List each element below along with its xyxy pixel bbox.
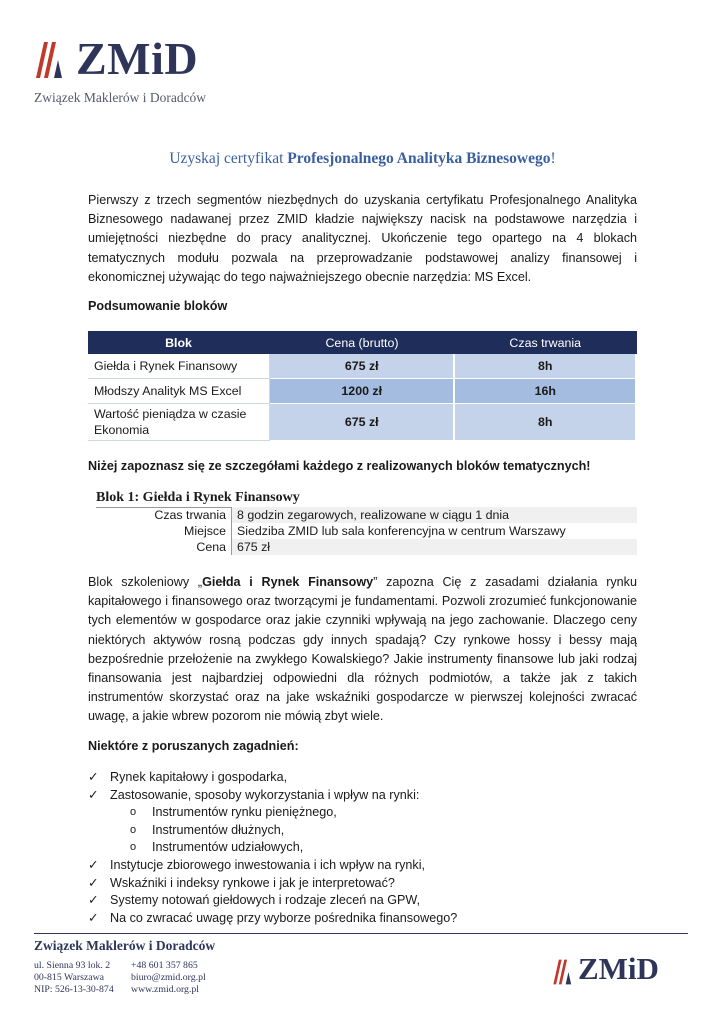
footer-address (34, 960, 114, 996)
block-duration: 8h (454, 404, 636, 441)
checkmark-icon: ✓ (88, 787, 99, 802)
topic-text: Instrumentów rynku pieniężnego, (152, 805, 337, 820)
footer-org-name: Związek Maklerów i Doradców (34, 938, 216, 953)
topic-text: Rynek kapitałowy i gospodarka, (110, 770, 288, 784)
address-line: NIP: 526-13-30-874 (34, 984, 114, 995)
list-item (88, 787, 457, 805)
checkmark-icon: ✓ (88, 770, 99, 784)
headline-highlight: Profesjonalnego Analityka Biznesowego (287, 150, 551, 167)
detail-value: 8 godzin zegarowych, realizowane w ciągu 1 dnia (232, 507, 638, 523)
detail-row (96, 507, 637, 523)
block-price: 675 zł (270, 404, 455, 441)
zmid-logo-mark-icon (552, 958, 578, 986)
list-item (88, 892, 457, 910)
block-name: Wartość pieniądza w czasie Ekonomia (88, 404, 270, 441)
checkmark-icon: ✓ (88, 857, 99, 872)
logo-wordmark: ZMiD (76, 33, 199, 84)
topic-text: Zastosowanie, sposoby wykorzystania i wpływ na rynki: (110, 787, 420, 802)
topics-heading: Niektóre z poruszanych zagadnień: (88, 739, 299, 753)
block-price: 1200 zł (270, 379, 455, 404)
footer-logo-wordmark: ZMiD (578, 951, 659, 986)
detail-key: Miejsce (96, 523, 232, 539)
footer-divider (34, 933, 688, 934)
detail-key: Czas trwania (96, 507, 232, 523)
topic-text: Wskaźniki i indeksy rynkowe i jak je interpretować? (110, 875, 395, 890)
list-item (88, 839, 457, 857)
block-1-details-table (96, 507, 637, 555)
detail-key: Cena (96, 539, 232, 555)
topic-text: Na co zwracać uwagę przy wyborze pośrednika finansowego? (110, 910, 458, 925)
list-item (88, 804, 457, 822)
block-1-title: Blok 1: Giełda i Rynek Finansowy (96, 490, 637, 508)
block-price: 675 zł (270, 354, 455, 379)
detail-row (96, 539, 637, 555)
block-name: Młodszy Analityk MS Excel (88, 379, 270, 404)
details-intro: Niżej zapoznasz się ze szczegółami każdego z realizowanych bloków tematycznych! (88, 459, 591, 473)
headline-prefix: Uzyskaj certyfikat (169, 150, 288, 167)
summary-heading: Podsumowanie bloków (88, 299, 228, 313)
email-link[interactable]: biuro@zmid.org.pl (131, 972, 206, 983)
column-header-blok: Blok (88, 331, 270, 354)
page-headline (0, 150, 725, 168)
detail-value: Siedziba ZMID lub sala konferencyjna w centrum Warszawy (237, 524, 566, 538)
list-item (88, 857, 457, 875)
column-header-duration: Czas trwania (454, 331, 636, 354)
intro-paragraph: Pierwszy z trzech segmentów niezbędnych do uzyskania certyfikatu Profesjonalnego Analityka Biznesowego nadawanej przez ZMID kładzie największy nacisk na podstawowe narzędzia i umiejętności niezbędne do pracy analitycznej. Ukończenie tego opartego na 4 blokach tematycznych modułu pozwala na przeprowadzanie podstawowej analizy finansowej i ekonomicznej używając do tego najważniejszego obecnie narzędzia: MS Excel. (88, 193, 637, 284)
footer-contact (131, 960, 206, 996)
zmid-logo-mark-icon (34, 40, 72, 80)
table-row (88, 354, 636, 379)
detail-row (96, 523, 637, 539)
desc-bold: Giełda i Rynek Finansowy (202, 575, 374, 589)
desc-after: ” zapozna Cię z zasadami działania rynku kapitałowego i finansowego oraz tworzącymi je fundamentami. Pozwoli zrozumieć funkcjonowanie tych elementów w gospodarce oraz jakie czynniki wpływają na jego zachowanie. Dlaczego ceny niektórych aktywów rosną podczas gdy innych spadają? Czy rynkowe hossy i bessy mają bezpośrednie przełożenie na zwykłego Kowalskiego? Jakie instrumenty finansowe lub jaki rodzaj finansowania jest najbardziej odpowiedni dla różnych podmiotów, a także jak z takich instrumentów skorzystać oraz na jake wskaźniki gospodarcze w pierwszej kolejności zwracać uwagę, a jakie wbrew pozorom nie mówią zbyt wiele. (88, 575, 637, 724)
topic-text: Systemy notowań giełdowych i rodzaje zleceń na GPW, (110, 893, 421, 908)
topic-text: Instrumentów udziałowych, (152, 840, 304, 855)
footer-logo (552, 951, 692, 994)
topics-list (88, 769, 457, 927)
block-duration: 8h (454, 354, 636, 379)
table-row (88, 404, 636, 441)
phone-number: +48 601 357 865 (131, 960, 198, 971)
circle-bullet-icon: o (130, 841, 137, 854)
detail-value: 675 zł (232, 539, 638, 555)
checkmark-icon: ✓ (88, 893, 99, 908)
desc-before: Blok szkoleniowy „ (88, 575, 203, 589)
org-name: Związek Maklerów i Doradców (34, 90, 207, 105)
checkmark-icon: ✓ (88, 910, 99, 925)
header-logo (34, 33, 264, 110)
list-item (88, 769, 457, 787)
topic-text: Instytucje zbiorowego inwestowania i ich wpływ na rynki, (110, 857, 425, 872)
address-line: 00-815 Warszawa (34, 972, 105, 983)
circle-bullet-icon: o (130, 823, 137, 836)
list-item (88, 822, 457, 840)
checkmark-icon: ✓ (88, 875, 99, 890)
website-link[interactable]: www.zmid.org.pl (131, 984, 200, 995)
headline-suffix: ! (550, 150, 556, 167)
block-duration: 16h (454, 379, 636, 404)
address-line: ul. Sienna 93 lok. 2 (34, 960, 111, 971)
list-item (88, 910, 457, 928)
table-row (88, 379, 636, 404)
summary-header-row (88, 331, 636, 354)
list-item (88, 875, 457, 893)
block-name: Giełda i Rynek Finansowy (88, 354, 270, 379)
circle-bullet-icon: o (130, 806, 137, 819)
block-1-description (88, 573, 637, 727)
summary-table (88, 331, 637, 441)
column-header-price: Cena (brutto) (270, 331, 455, 354)
topic-text: Instrumentów dłużnych, (152, 822, 285, 837)
